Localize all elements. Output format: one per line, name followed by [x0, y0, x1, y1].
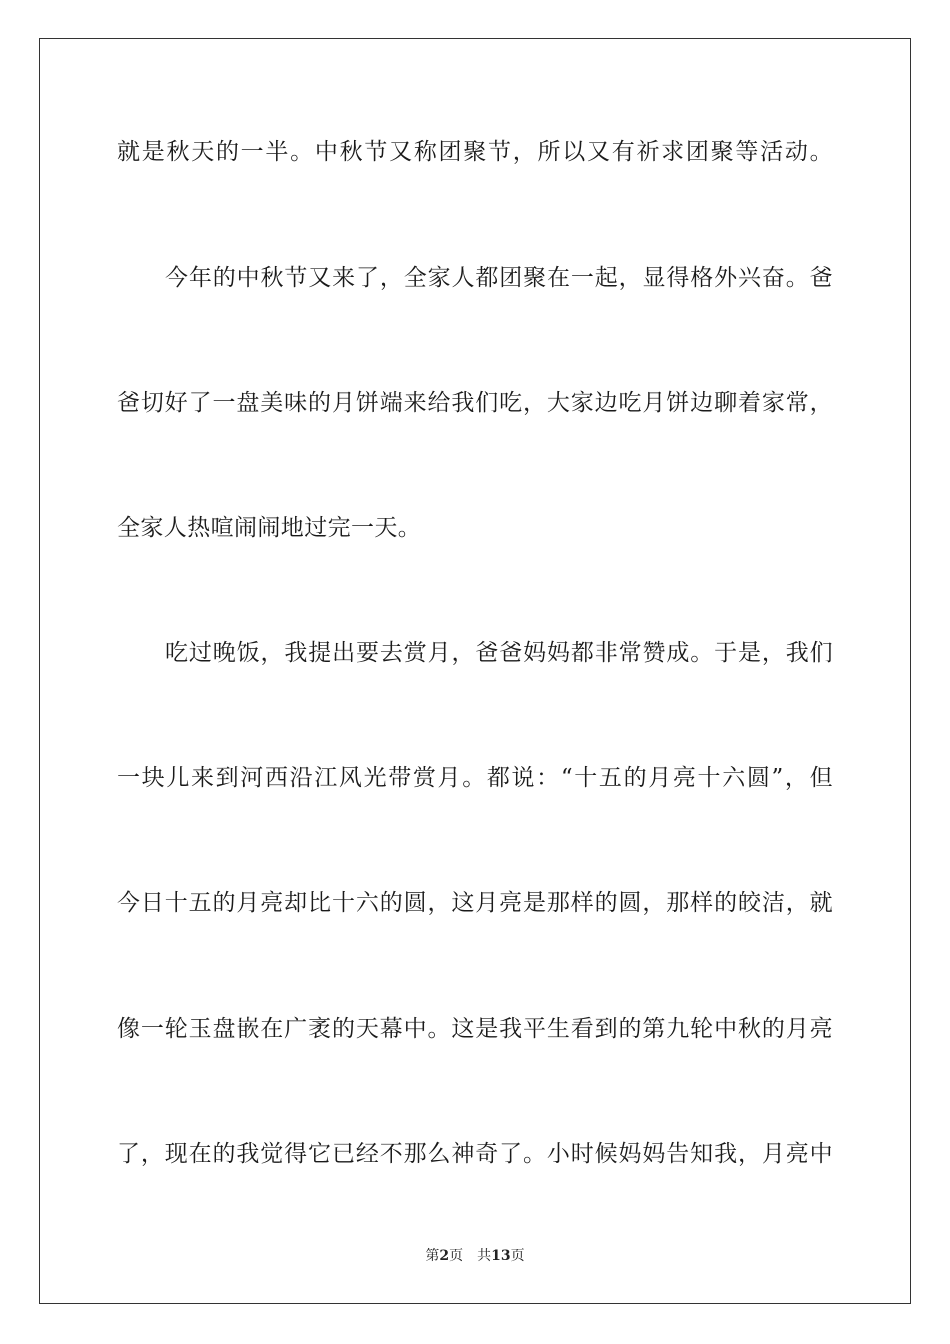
total-pages: 13: [491, 1248, 511, 1264]
page-frame: [39, 38, 911, 1304]
text-line-3: 爸切好了一盘美味的月饼端来给我们吃，大家边吃月饼边聊着家常，: [117, 390, 833, 416]
text-line-2: 今年的中秋节又来了，全家人都团聚在一起，显得格外兴奋。爸: [165, 265, 833, 291]
text-line-7: 今日十五的月亮却比十六的圆，这月亮是那样的圆，那样的皎洁，就: [117, 890, 833, 916]
page-suffix: 页: [449, 1248, 464, 1264]
text-line-9: 了，现在的我觉得它已经不那么神奇了。小时候妈妈告知我，月亮中: [117, 1141, 833, 1167]
page-footer: [0, 1246, 950, 1266]
text-line-4: 全家人热喧闹闹地过完一天。: [117, 515, 422, 541]
text-line-8: 像一轮玉盘嵌在广袤的天幕中。这是我平生看到的第九轮中秋的月亮: [117, 1016, 833, 1042]
text-line-1: 就是秋天的一半。中秋节又称团聚节，所以又有祈求团聚等活动。: [117, 139, 833, 165]
text-line-6: 一块儿来到河西沿江风光带赏月。都说：“十五的月亮十六圆”，但: [117, 765, 833, 791]
text-line-5: 吃过晚饭，我提出要去赏月，爸爸妈妈都非常赞成。于是，我们: [165, 640, 833, 666]
total-prefix: 共: [477, 1248, 492, 1264]
page-number: 2: [439, 1248, 450, 1264]
total-suffix: 页: [510, 1248, 525, 1264]
page-prefix: 第: [425, 1248, 440, 1264]
